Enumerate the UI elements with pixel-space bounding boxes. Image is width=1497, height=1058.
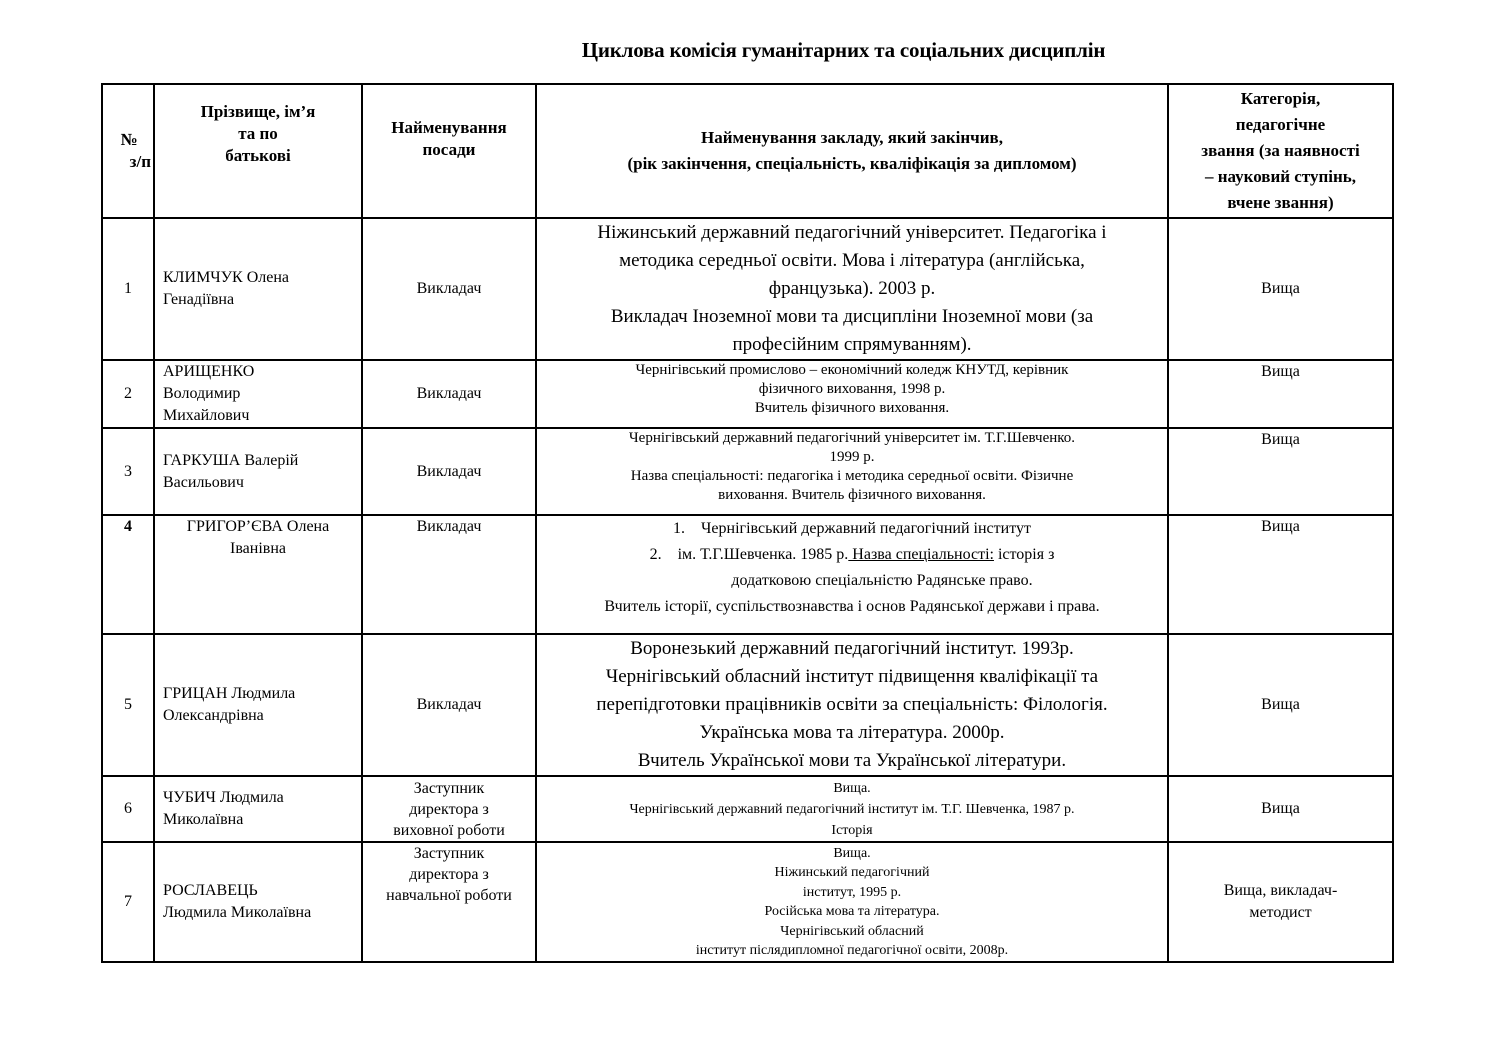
position-line: навчальної роботи [386, 887, 512, 904]
staff-position [362, 842, 536, 962]
staff-position: Викладач [362, 428, 536, 515]
position-line: Заступник [413, 779, 485, 797]
header-num [102, 84, 154, 218]
education-line: інститут післядипломної педагогічної освіти, 2008р. [695, 943, 1009, 958]
list-marker: 2. [649, 546, 662, 563]
education-line: Російська мова та література. [764, 904, 940, 919]
staff-position: Викладач [362, 515, 536, 634]
education-line: додатковою спеціальністю Радянське право. [731, 572, 1033, 589]
staff-name [154, 428, 362, 515]
staff-name [154, 776, 362, 842]
table-row [102, 842, 1393, 962]
education-line: Чернігівський обласний [780, 923, 924, 939]
row-number: 1 [102, 218, 154, 360]
staff-category: Вища [1168, 515, 1393, 634]
education-line: Ніжинський державний педагогічний університет. Педагогіка і [597, 222, 1107, 243]
education-line: інститут, 1995 р. [802, 884, 902, 900]
staff-name-line: Володимир [163, 385, 241, 402]
education-line: Українська мова та література. 2000р. [699, 722, 1005, 743]
staff-name-line: Генадіївна [163, 291, 235, 308]
staff-name-line: РОСЛАВЕЦЬ [163, 882, 258, 899]
header-category-line: Категорія, [1240, 89, 1321, 108]
underlined-text: Назва спеціальності: [848, 546, 994, 563]
education-line: Назва спеціальності: педагогіка і методика середньої освіти. Фізичне [630, 468, 1074, 484]
header-position-line: посади [422, 140, 476, 159]
education-line: 1999 р. [829, 449, 875, 465]
staff-education [536, 634, 1168, 776]
education-line: Вища. [833, 780, 871, 796]
header-name-line: батькові [225, 146, 291, 165]
staff-name-line: ГРИГОР’ЄВА Олена [186, 518, 330, 535]
staff-name-line: Васильович [163, 473, 244, 491]
staff-name [154, 515, 362, 634]
category-line: методист [1249, 904, 1312, 921]
header-name-line: та по [238, 124, 278, 143]
staff-name-line: Олександрівна [163, 707, 264, 724]
table-row [102, 218, 1393, 360]
header-num-line: з/п [129, 152, 151, 171]
staff-name-line: ЧУБИЧ Людмила [163, 789, 284, 806]
education-line: Чернігівський державний педагогічний університет ім. Т.Г.Шевченко. [628, 430, 1076, 446]
category-line: Вища, викладач- [1223, 882, 1338, 899]
education-list-item [541, 542, 1163, 568]
header-category-line: вчене звання) [1227, 193, 1334, 212]
header-category-line: звання (за наявності [1201, 141, 1360, 160]
staff-name-line: КЛИМЧУК Олена [163, 269, 290, 286]
education-line: Вчитель історії, суспільствознавства і основ Радянської держави і права. [604, 598, 1100, 615]
education-line: професійним спрямуванням). [732, 334, 972, 355]
table-row [102, 515, 1393, 634]
header-category-line: – науковий ступінь, [1204, 167, 1357, 186]
education-line: Чернігівський промислово – економічний коледж КНУТД, керівник [635, 362, 1069, 378]
education-line: перепідготовки працівників освіти за спеціальність: Філологія. [596, 694, 1108, 715]
header-position [362, 84, 536, 218]
staff-name-line: Миколаївна [163, 811, 244, 828]
staff-category: Вища [1168, 360, 1393, 428]
row-number: 7 [102, 842, 154, 962]
header-category-line: педагогічне [1235, 115, 1326, 134]
staff-education [536, 360, 1168, 428]
position-line: директора з [409, 866, 489, 883]
staff-education [536, 515, 1168, 634]
education-line: Вчитель Української мови та Української літератури. [637, 750, 1067, 771]
position-line: директора з [409, 800, 489, 818]
table-row [102, 634, 1393, 776]
row-number: 5 [102, 634, 154, 776]
education-line: французька). 2003 р. [768, 278, 936, 299]
list-text: ім. Т.Г.Шевченка. 1985 р. [677, 546, 849, 563]
table-row [102, 428, 1393, 515]
document-title: Циклова комісія гуманітарних та соціальних дисциплін [581, 38, 1106, 62]
education-line: Чернігівський обласний інститут підвищення кваліфікації та [605, 666, 1099, 687]
header-education [536, 84, 1168, 218]
list-text: історія з [993, 546, 1055, 563]
row-number: 3 [102, 428, 154, 515]
staff-education [536, 776, 1168, 842]
staff-education [536, 428, 1168, 515]
staff-name [154, 842, 362, 962]
header-name-line: Прізвище, ім’я [200, 102, 316, 121]
table-row [102, 360, 1393, 428]
education-line: Воронезький державний педагогічний інститут. 1993р. [630, 638, 1074, 659]
row-number: 2 [102, 360, 154, 428]
table-header-row [102, 84, 1393, 218]
staff-name-line: Людмила Миколаївна [163, 904, 312, 921]
education-line: Викладач Іноземної мови та дисципліни Іноземної мови (за [610, 306, 1094, 327]
education-line: методика середньої освіти. Мова і література (англійська, [619, 250, 1085, 271]
education-line: Ніжинський педагогічний [774, 865, 930, 880]
staff-name-line: АРИЩЕНКО [163, 363, 255, 380]
staff-name [154, 218, 362, 360]
header-category [1168, 84, 1393, 218]
staff-category: Вища [1168, 218, 1393, 360]
header-num-line: № [120, 130, 138, 149]
staff-position: Викладач [362, 360, 536, 428]
staff-name-line: ГРИЦАН Людмила [163, 685, 296, 702]
education-line: Чернігівський державний педагогічний інститут ім. Т.Г. Шевченка, 1987 р. [629, 801, 1075, 817]
staff-name-line: Іванівна [230, 540, 286, 557]
staff-position: Викладач [362, 218, 536, 360]
staff-category: Вища [1168, 776, 1393, 842]
row-number: 4 [102, 515, 154, 634]
education-line: Історія [831, 822, 873, 838]
table-row [102, 776, 1393, 842]
staff-name-line: Михайлович [163, 407, 250, 424]
staff-category: Вища [1168, 428, 1393, 515]
list-text: Чернігівський державний педагогічний інститут [701, 520, 1031, 537]
list-marker: 1. [673, 520, 686, 537]
education-line: Вища. [833, 845, 871, 861]
staff-name-line: ГАРКУША Валерій [163, 451, 299, 469]
education-list-item [541, 516, 1163, 542]
row-number: 6 [102, 776, 154, 842]
staff-education [536, 218, 1168, 360]
education-line: виховання. Вчитель фізичного виховання. [718, 487, 986, 503]
staff-position: Викладач [362, 634, 536, 776]
header-name [154, 84, 362, 218]
staff-name [154, 634, 362, 776]
staff-education [536, 842, 1168, 962]
staff-category [1168, 842, 1393, 962]
position-line: Заступник [413, 845, 485, 862]
staff-name [154, 360, 362, 428]
header-position-line: Найменування [391, 118, 507, 137]
staff-category: Вища [1168, 634, 1393, 776]
staff-position [362, 776, 536, 842]
header-education-line: Найменування закладу, який закінчив, [700, 128, 1003, 147]
position-line: виховної роботи [393, 821, 505, 839]
education-line: фізичного виховання, 1998 р. [758, 381, 946, 397]
staff-table [101, 83, 1394, 963]
education-line: Вчитель фізичного виховання. [754, 400, 950, 416]
header-education-line: (рік закінчення, спеціальність, кваліфікація за дипломом) [627, 154, 1077, 173]
